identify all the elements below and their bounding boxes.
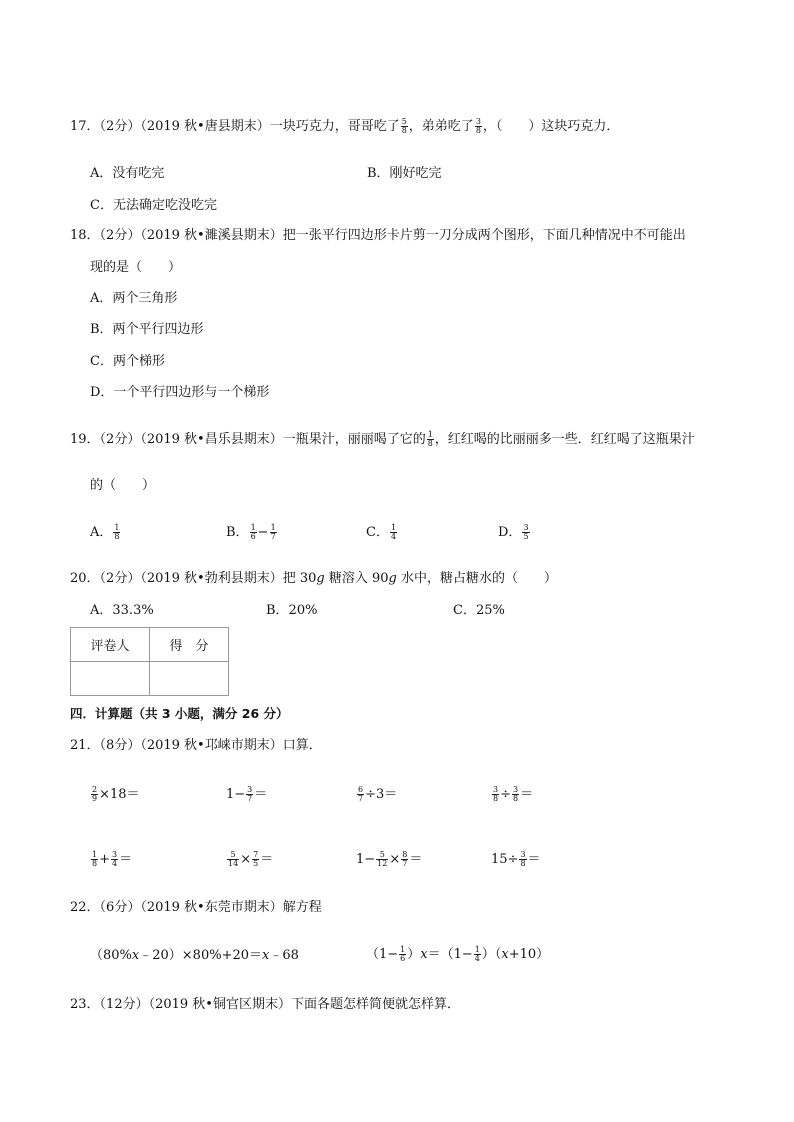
numerator: 3: [247, 785, 253, 794]
expression-tail: ＝: [409, 852, 423, 867]
q17-stem-c: ，（ ）这块巧克力．: [482, 119, 620, 134]
expression-tail: ÷3＝: [365, 787, 398, 802]
q19-option-a: [90, 524, 121, 541]
numerator: 3: [112, 850, 118, 859]
q21-item-7: [356, 851, 422, 868]
q17-option-c: C．无法确定吃没吃完: [90, 198, 217, 213]
denominator: 7: [247, 794, 253, 803]
equation-part: ）（: [481, 947, 502, 962]
option-label: D．: [498, 525, 522, 540]
numerator: 1: [390, 523, 397, 532]
denominator: 8: [513, 794, 519, 803]
fraction-2: [252, 851, 259, 868]
equation-part: ＝（1−: [427, 947, 473, 962]
fraction-2: [401, 851, 408, 868]
option-fraction: [522, 524, 529, 541]
denominator: 8: [427, 439, 433, 448]
denominator: 8: [493, 794, 499, 803]
equation-part: ）: [407, 947, 421, 962]
equation-part: （80%: [90, 948, 132, 963]
numerator: 6: [358, 785, 364, 794]
fraction-1: [376, 851, 388, 868]
q18-stem-line1: 18．（2分）（2019 秋•濉溪县期末）把一张平行四边形卡片剪一刀分成两个图形，下面几种情况中不可能出: [70, 228, 686, 243]
option-fraction-2: [270, 524, 277, 541]
score-header: 得 分: [150, 628, 229, 662]
q18-option-b: B．两个平行四边形: [90, 322, 204, 337]
numerator: 1: [114, 523, 120, 532]
fraction: [246, 786, 253, 803]
q23-stem: 23．（12分）（2019 秋•铜官区期末）下面各题怎样简便就怎样算．: [70, 997, 460, 1012]
option-label: B．: [226, 525, 249, 540]
expression-prefix: 15÷: [491, 852, 519, 867]
denominator: 14: [228, 859, 239, 868]
score-cell: [150, 662, 229, 696]
q21-stem: 21．（8分）（2019 秋•邛崃市期末）口算．: [70, 738, 322, 753]
denominator: 8: [114, 532, 120, 541]
fraction-1: [227, 851, 239, 868]
reviewer-header: 评卷人: [71, 628, 150, 662]
equation-part: ﹣68: [269, 948, 299, 963]
operator: ÷: [500, 787, 511, 802]
q19-stem-line2: 的（ ）: [90, 478, 156, 493]
q19-option-c: [366, 524, 398, 541]
fraction: [91, 786, 98, 803]
denominator: 7: [402, 859, 408, 868]
q19-fraction: [427, 431, 434, 448]
q20-stem: [70, 572, 557, 585]
operator: ×: [389, 852, 401, 867]
denominator: 7: [270, 532, 276, 541]
q19-stem-b: ，红红喝的比丽丽多一些．红红喝了这瓶果汁: [434, 432, 695, 447]
fraction: [357, 786, 364, 803]
numerator: 3: [475, 117, 481, 126]
expression-prefix: 1−: [226, 787, 246, 802]
numerator: 5: [227, 851, 239, 860]
option-fraction: [113, 524, 120, 541]
expression-tail: ＝: [254, 787, 268, 802]
numerator: 5: [376, 851, 388, 860]
variable-x: x: [131, 948, 140, 963]
numerator: 5: [401, 117, 407, 126]
numerator: 1: [400, 945, 406, 954]
operator: +: [99, 852, 110, 867]
q17-stem: [70, 118, 619, 135]
q21-item-8: [491, 851, 541, 868]
q20-option-c: C．25%: [453, 603, 505, 618]
numerator: 1: [250, 523, 256, 532]
numerator: 3: [513, 785, 519, 794]
q19-option-d: [498, 524, 531, 541]
q22-stem: 22．（6分）（2019 秋•东莞市期末）解方程: [70, 900, 322, 915]
expression-tail: ＝: [520, 787, 534, 802]
denominator: 8: [92, 859, 98, 868]
numerator: 1: [427, 430, 433, 439]
fraction: [399, 946, 406, 963]
variable-x: x: [262, 948, 270, 963]
option-label: C．: [366, 525, 389, 540]
q21-item-3: [356, 786, 397, 803]
q20-stem-b: 糖溶入 90: [324, 571, 389, 586]
q21-item-5: [90, 851, 132, 868]
denominator: 6: [250, 532, 256, 541]
q19-option-b: [226, 524, 278, 541]
equation-part: （1−: [366, 947, 399, 962]
fraction-2: [512, 786, 519, 803]
q18-stem-line2: 现的是（ ）: [90, 260, 182, 275]
unit-g: g: [388, 571, 397, 586]
denominator: 9: [92, 794, 98, 803]
q20-option-a: A．33.3%: [90, 603, 154, 618]
expression-prefix: 1−: [356, 852, 376, 867]
q18-option-a: A．两个三角形: [90, 291, 178, 306]
option-label: A．: [90, 525, 113, 540]
fraction-1: [91, 851, 98, 868]
q17-option-b: B．刚好吃完: [367, 166, 442, 181]
q21-item-6: [226, 851, 273, 868]
denominator: 6: [400, 954, 406, 963]
denominator: 5: [253, 859, 259, 868]
denominator: 7: [358, 794, 364, 803]
score-table: [70, 627, 229, 696]
numerator: 7: [253, 850, 259, 859]
q22-equation-2: [366, 946, 549, 963]
numerator: 1: [92, 850, 98, 859]
option-fraction-1: [250, 524, 257, 541]
numerator: 3: [523, 523, 529, 532]
variable-x: x: [501, 947, 509, 962]
operator: ×: [240, 852, 252, 867]
numerator: 1: [474, 945, 480, 954]
q17-option-a: A．没有吃完: [90, 166, 165, 181]
expression-tail: ＝: [260, 852, 274, 867]
q21-item-2: [226, 786, 267, 803]
expression-tail: ＝: [527, 852, 541, 867]
q18-option-c: C．两个梯形: [90, 354, 165, 369]
numerator: 1: [270, 523, 276, 532]
expression-tail: ×18＝: [99, 787, 140, 802]
q17-fraction-1: [401, 118, 408, 135]
fraction-2: [111, 851, 118, 868]
fraction: [474, 946, 481, 963]
q17-stem-b: ，弟弟吃了: [408, 119, 474, 134]
q19-stem-a: 19．（2分）（2019 秋•昌乐县期末）一瓶果汁，丽丽喝了它的: [70, 432, 426, 447]
q20-stem-c: 水中，糖占糖水的（ ）: [396, 571, 557, 586]
denominator: 12: [377, 859, 388, 868]
q20-option-b: B．20%: [266, 603, 318, 618]
equation-part: +10）: [508, 947, 550, 962]
expression-tail: ＝: [119, 852, 133, 867]
q22-equation-1: [90, 949, 299, 962]
q21-item-4: [491, 786, 533, 803]
fraction-1: [492, 786, 499, 803]
denominator: 8: [475, 126, 481, 135]
q17-fraction-2: [475, 118, 482, 135]
denominator: 8: [401, 126, 407, 135]
reviewer-cell: [71, 662, 150, 696]
numerator: 3: [520, 850, 526, 859]
numerator: 3: [493, 785, 499, 794]
denominator: 4: [474, 954, 480, 963]
denominator: 4: [112, 859, 118, 868]
q21-item-1: [90, 786, 140, 803]
option-fraction: [390, 524, 397, 541]
q19-stem-line1: [70, 431, 695, 448]
variable-x: x: [420, 947, 428, 962]
denominator: 8: [520, 859, 526, 868]
q17-stem-a: 17．（2分）（2019 秋•唐县期末）一块巧克力，哥哥吃了: [70, 119, 400, 134]
numerator: 8: [402, 850, 408, 859]
denominator: 4: [390, 532, 397, 541]
section-heading: 四．计算题（共 3 小题，满分 26 分）: [70, 706, 289, 721]
equation-part: ﹣20）×80%+20＝: [139, 948, 263, 963]
q20-stem-a: 20．（2分）（2019 秋•勃利县期末）把 30: [70, 571, 317, 586]
numerator: 2: [92, 785, 98, 794]
minus-sign: −: [257, 525, 269, 540]
denominator: 5: [523, 532, 529, 541]
unit-g: g: [316, 571, 325, 586]
q18-option-d: D．一个平行四边形与一个梯形: [90, 385, 270, 400]
fraction: [519, 851, 526, 868]
